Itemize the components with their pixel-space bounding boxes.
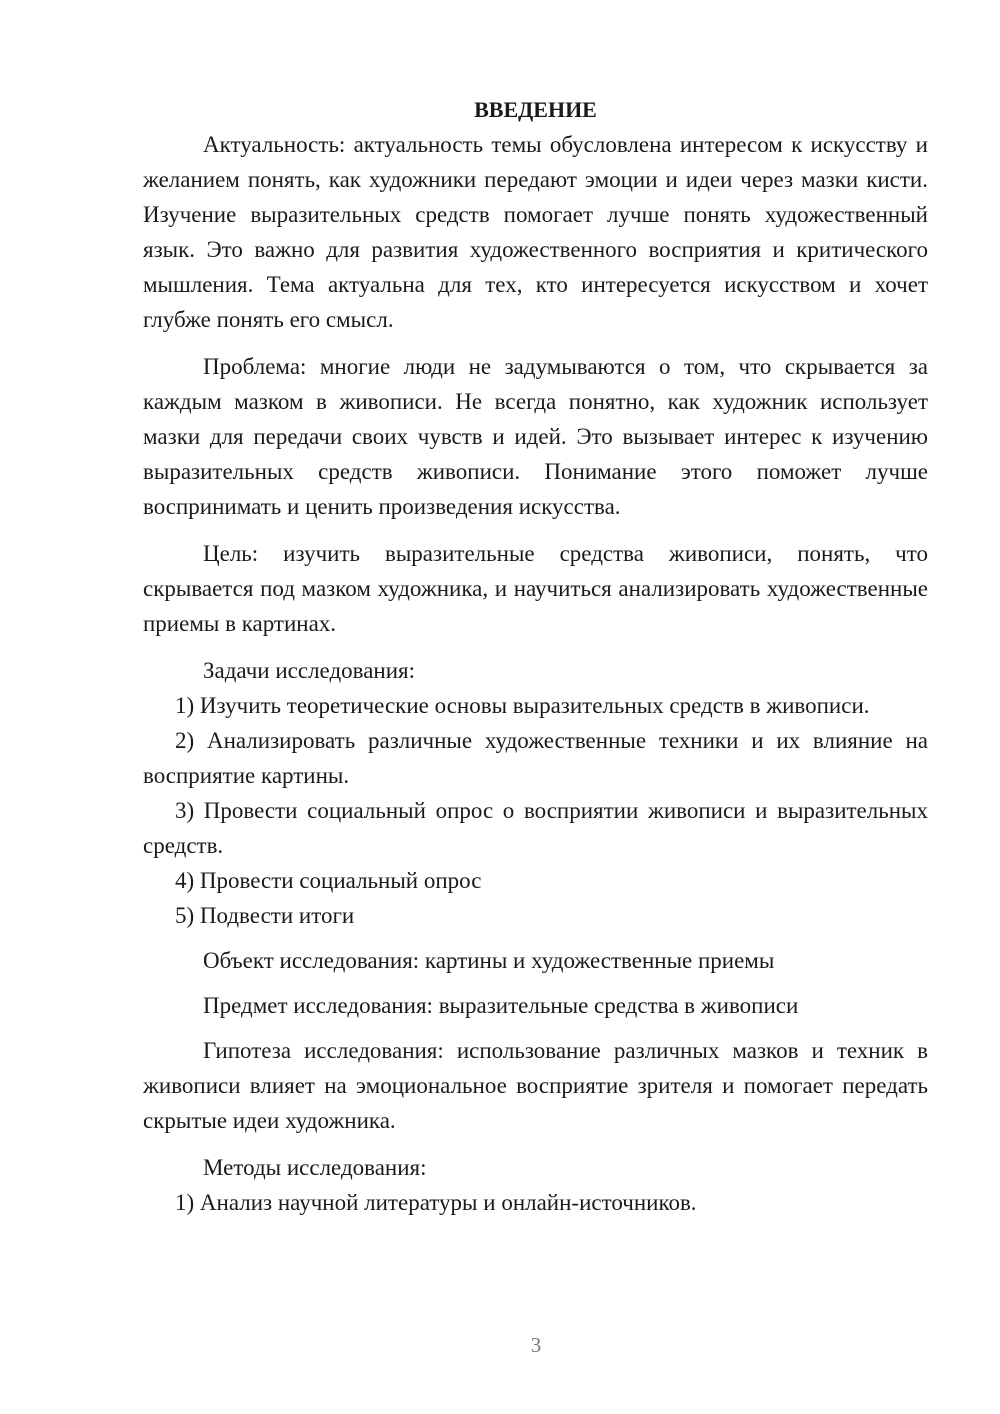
goal-paragraph: Цель: изучить выразительные средства живописи, понять, что скрывается под мазком художника, и научиться анализировать художественные приемы в картинах. [143, 541, 928, 636]
task-item-3: 3) Провести социальный опрос о восприятии живописи и выразительных средств. [143, 798, 928, 858]
hypothesis-paragraph: Гипотеза исследования: использование различных мазков и техник в живописи влияет на эмоциональное восприятие зрителя и помогает передать скрытые идеи художника. [143, 1038, 928, 1133]
problem-paragraph: Проблема: многие люди не задумываются о том, что скрывается за каждым мазком в живописи. Не всегда понятно, как художник использует мазки для передачи своих чувств и идей. Это вызывает интерес к изучению выразительных средств живописи. Понимание этого поможет лучше воспринимать и ценить произведения искусства. [143, 354, 928, 519]
research-object: Объект исследования: картины и художественные приемы [203, 948, 775, 973]
task-item-4: 4) Провести социальный опрос [175, 868, 482, 893]
task-item-2: 2) Анализировать различные художественные техники и их влияние на восприятие картины. [143, 728, 928, 788]
tasks-heading: Задачи исследования: [203, 658, 416, 683]
task-item-5: 5) Подвести итоги [175, 903, 355, 928]
method-item-1: 1) Анализ научной литературы и онлайн-источников. [175, 1190, 697, 1215]
relevance-paragraph: Актуальность: актуальность темы обусловлена интересом к искусству и желанием понять, как художники передают эмоции и идеи через мазки кисти. Изучение выразительных средств помогает лучше понять художественный язык. Это важно для развития художественного восприятия и критического мышления. Тема актуальна для тех, кто интересуется искусством и хочет глубже понять его смысл. [143, 132, 928, 332]
page-number: 3 [530, 1333, 542, 1357]
page-content [143, 92, 928, 1220]
methods-heading: Методы исследования: [203, 1155, 427, 1180]
research-subject: Предмет исследования: выразительные средства в живописи [203, 993, 799, 1018]
section-title: ВВЕДЕНИЕ [474, 97, 597, 122]
task-item-1: 1) Изучить теоретические основы выразительных средств в живописи. [175, 693, 870, 718]
